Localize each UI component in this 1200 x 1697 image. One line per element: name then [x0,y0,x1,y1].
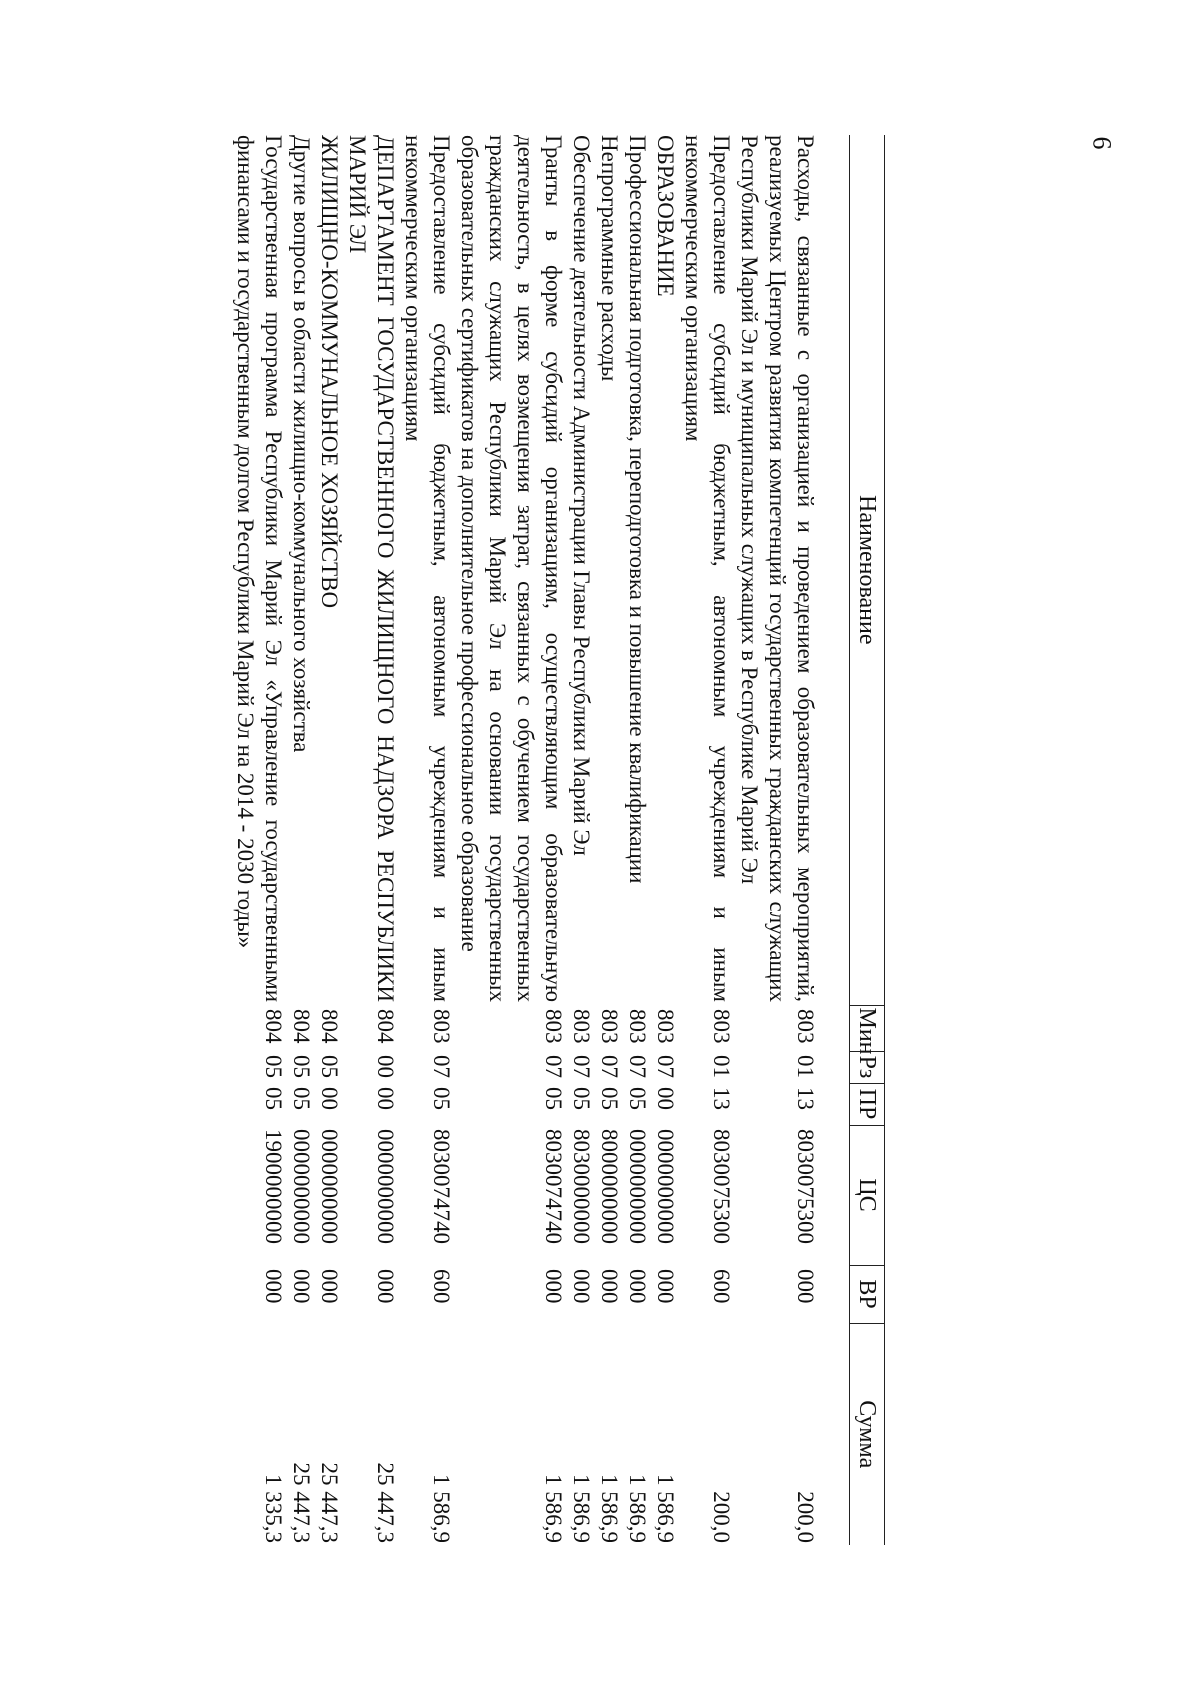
cell-rz: 07 [569,1055,594,1078]
budget-table [231,135,885,1545]
cell-cs: 0000000000 [317,1129,342,1244]
cell-pr: 05 [541,1087,566,1110]
table-row [623,135,651,1545]
cell-cs: 8030074740 [541,1129,566,1244]
table-row [679,135,735,1545]
cell-pr: 05 [261,1087,286,1110]
cell-vr: 000 [541,1269,566,1304]
table-row [455,135,567,1545]
cell-vr: 600 [709,1269,734,1304]
header-name: Наименование [850,135,885,1005]
cell-name: Другие вопросы в области жилищно-коммунального хозяйства [289,135,314,753]
cell-sum: 1 586,9 [541,1474,566,1543]
cell-sum: 1 586,9 [625,1474,650,1543]
cell-pr: 00 [653,1087,678,1110]
cell-name: ДЕПАРТАМЕНТ ГОСУДАРСТВЕННОГО ЖИЛИЩНОГО НАДЗОРА РЕСПУБЛИКИ МАРИЙ ЭЛ [345,135,398,1002]
cell-name: Предоставление субсидий бюджетным, автономным учреждениям и иным некоммерческим организациям [401,135,454,1002]
header-rz: Рз [850,1051,885,1083]
cell-pr: 13 [709,1087,734,1110]
cell-sum: 25 447,3 [317,1462,342,1543]
cell-cs: 0000000000 [625,1129,650,1244]
cell-cs: 8030075300 [709,1129,734,1244]
cell-vr: 000 [569,1269,594,1304]
table-row [651,135,679,1545]
cell-pr: 00 [317,1087,342,1110]
page-number: 6 [1087,136,1117,150]
cell-min: 803 [625,1009,650,1044]
cell-sum: 1 586,9 [569,1474,594,1543]
cell-name: ЖИЛИЩНО-КОММУНАЛЬНОЕ ХОЗЯЙСТВО [317,135,342,609]
cell-vr: 000 [289,1269,314,1304]
cell-pr: 05 [569,1087,594,1110]
cell-vr: 000 [317,1269,342,1304]
cell-min: 803 [653,1009,678,1044]
cell-sum: 1 586,9 [597,1474,622,1543]
cell-cs: 0000000000 [373,1129,398,1244]
header-vr: ВР [850,1265,885,1323]
cell-cs: 8030000000 [569,1129,594,1244]
cell-name: Расходы, связанные с организацией и проведением образовательных мероприятий, реализуемых Центром развития компетенций государственных гражданских служащих Республики Марий Эл и муниципальных служащих в Республике Марий Эл [737,135,818,1002]
cell-rz: 05 [261,1055,286,1078]
cell-sum: 1 586,9 [653,1474,678,1543]
cell-name: Государственная программа Республики Марий Эл «Управление государственными финансами и государственным долгом Республики Марий Эл на 2014 - 2030 годы» [233,135,286,1002]
cell-min: 804 [261,1009,286,1044]
cell-pr: 05 [597,1087,622,1110]
cell-rz: 00 [373,1055,398,1078]
budget-table-sheet [145,135,885,1545]
cell-sum: 200,0 [709,1491,734,1543]
cell-min: 803 [793,1009,818,1044]
cell-vr: 000 [261,1269,286,1304]
cell-pr: 05 [625,1087,650,1110]
cell-vr: 000 [793,1269,818,1304]
cell-sum: 200,0 [793,1491,818,1543]
cell-rz: 07 [653,1055,678,1078]
cell-vr: 000 [597,1269,622,1304]
cell-min: 803 [597,1009,622,1044]
cell-min: 803 [429,1009,454,1044]
table-header [850,135,885,1545]
cell-vr: 600 [429,1269,454,1304]
table-row [595,135,623,1545]
cell-pr: 05 [289,1087,314,1110]
cell-cs: 0000000000 [289,1129,314,1244]
cell-rz: 01 [793,1055,818,1078]
cell-vr: 000 [625,1269,650,1304]
table-row [315,135,343,1545]
cell-rz: 07 [597,1055,622,1078]
table-row [735,135,850,1545]
cell-sum: 25 447,3 [289,1462,314,1543]
table-row [567,135,595,1545]
cell-sum: 1 335,3 [261,1474,286,1543]
cell-cs: 0000000000 [653,1129,678,1244]
cell-cs: 8000000000 [597,1129,622,1244]
cell-vr: 000 [653,1269,678,1304]
cell-rz: 07 [429,1055,454,1078]
header-sum: Сумма [850,1323,885,1545]
cell-cs: 8030074740 [429,1129,454,1244]
cell-name: Гранты в форме субсидий организациям, осуществляющим образовательную деятельность, в целях возмещения затрат, связанных с обучением государственных гражданских служащих Республики Марий Эл на основании государственных образовательных сертификатов на дополнительное профессиональное образование [457,135,566,1002]
cell-name: ОБРАЗОВАНИЕ [653,135,678,297]
cell-name: Профессиональная подготовка, переподготовка и повышение квалификации [625,135,650,884]
cell-pr: 00 [373,1087,398,1110]
cell-name: Предоставление субсидий бюджетным, автономным учреждениям и иным некоммерческим организациям [681,135,734,1002]
cell-min: 803 [709,1009,734,1044]
cell-rz: 05 [289,1055,314,1078]
cell-min: 803 [541,1009,566,1044]
table-row [399,135,455,1545]
cell-name: Обеспечение деятельности Администрации Главы Республики Марий Эл [569,135,594,856]
header-pr: ПР [850,1083,885,1125]
cell-rz: 07 [625,1055,650,1078]
header-min: Мин [850,1005,885,1051]
table-row [287,135,315,1545]
cell-sum: 25 447,3 [373,1462,398,1543]
cell-vr: 000 [373,1269,398,1304]
cell-pr: 13 [793,1087,818,1110]
cell-rz: 01 [709,1055,734,1078]
header-cs: ЦС [850,1125,885,1265]
cell-cs: 8030075300 [793,1129,818,1244]
cell-rz: 07 [541,1055,566,1078]
cell-min: 804 [373,1009,398,1044]
cell-min: 803 [569,1009,594,1044]
cell-min: 804 [289,1009,314,1044]
cell-cs: 1900000000 [261,1129,286,1244]
table-row [343,135,399,1545]
table-body [231,135,850,1545]
cell-sum: 1 586,9 [429,1474,454,1543]
cell-rz: 05 [317,1055,342,1078]
table-row [231,135,287,1545]
cell-min: 804 [317,1009,342,1044]
cell-pr: 05 [429,1087,454,1110]
cell-name: Непрограммные расходы [597,135,622,382]
